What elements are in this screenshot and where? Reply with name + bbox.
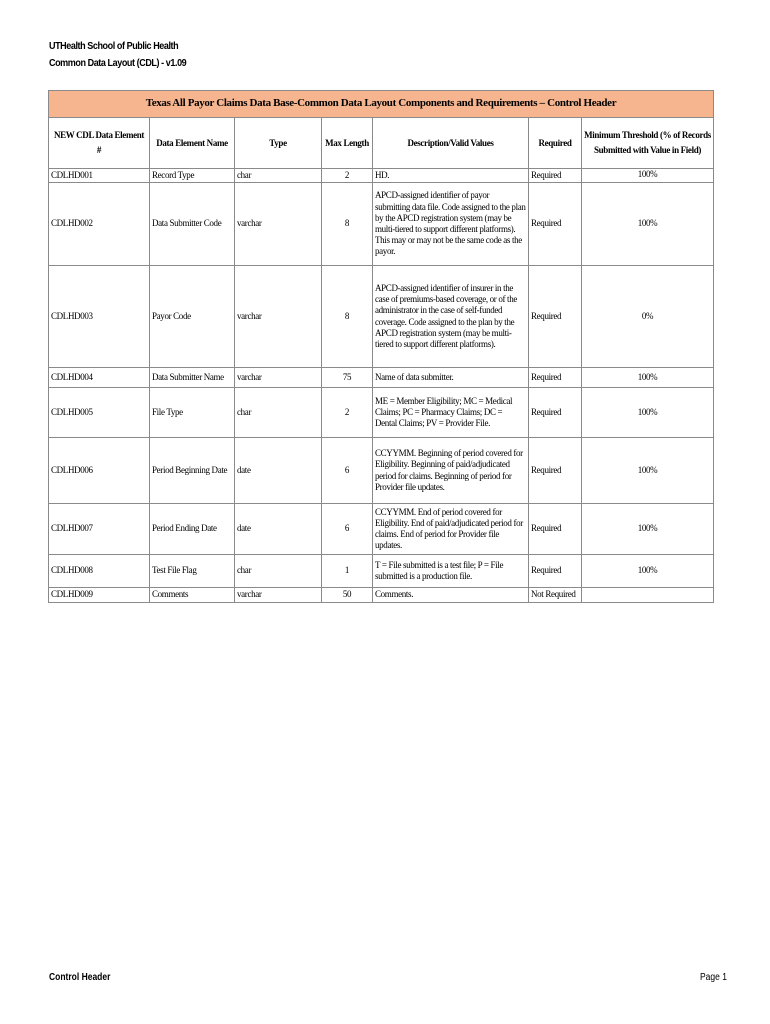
min-threshold: 100% (582, 438, 714, 504)
element-type: varchar (235, 266, 322, 368)
description: APCD-assigned identifier of payor submitting data file. Code assigned to the plan by the APCD registration system (may be multi-tiered to support different platforms). This may or may not be the same code as the payor. (373, 183, 529, 266)
element-name: Data Submitter Code (150, 183, 235, 266)
element-name: File Type (150, 388, 235, 438)
table-row (49, 183, 714, 266)
org-name: UTHealth School of Public Health (49, 40, 179, 52)
description: Comments. (373, 588, 529, 603)
table-row (49, 169, 714, 183)
description: CCYYMM. Beginning of period covered for Eligibility. Beginning of paid/adjudicated period for claims. Beginning of period for Provider file updates. (373, 438, 529, 504)
col-header-required: Required (529, 118, 582, 169)
min-threshold (582, 588, 714, 603)
table-title-row (49, 91, 714, 118)
description: HD. (373, 169, 529, 183)
max-length: 8 (322, 183, 373, 266)
min-threshold: 100% (582, 555, 714, 588)
max-length: 50 (322, 588, 373, 603)
element-id: CDLHD009 (49, 588, 150, 603)
page-number: Page 1 (700, 972, 727, 983)
element-id: CDLHD005 (49, 388, 150, 438)
table-header-row (49, 118, 714, 169)
element-name: Data Submitter Name (150, 368, 235, 388)
required-flag: Required (529, 266, 582, 368)
required-flag: Required (529, 555, 582, 588)
description: APCD-assigned identifier of insurer in the case of premiums-based coverage, or of the administrator in the case of self-funded coverage. Code assigned to the plan by the APCD registration system (may be multi-tiered to support different platforms). (373, 266, 529, 368)
max-length: 6 (322, 504, 373, 555)
element-name: Period Beginning Date (150, 438, 235, 504)
description: ME = Member Eligibility; MC = Medical Claims; PC = Pharmacy Claims; DC = Dental Claims; PV = Provider File. (373, 388, 529, 438)
col-header-description: Description/Valid Values (373, 118, 529, 169)
table-row (49, 438, 714, 504)
col-header-element-number: NEW CDL Data Element # (49, 118, 150, 169)
required-flag: Required (529, 504, 582, 555)
element-type: varchar (235, 368, 322, 388)
table-row (49, 266, 714, 368)
max-length: 75 (322, 368, 373, 388)
max-length: 8 (322, 266, 373, 368)
element-name: Record Type (150, 169, 235, 183)
table-row (49, 388, 714, 438)
element-name: Test File Flag (150, 555, 235, 588)
col-header-max-length: Max Length (322, 118, 373, 169)
description: Name of data submitter. (373, 368, 529, 388)
required-flag: Required (529, 438, 582, 504)
table-row (49, 368, 714, 388)
max-length: 1 (322, 555, 373, 588)
element-id: CDLHD002 (49, 183, 150, 266)
element-name: Period Ending Date (150, 504, 235, 555)
table-title: Texas All Payor Claims Data Base-Common Data Layout Components and Requirements – Control Header (49, 91, 714, 118)
col-header-element-name: Data Element Name (150, 118, 235, 169)
min-threshold: 100% (582, 388, 714, 438)
element-id: CDLHD006 (49, 438, 150, 504)
control-header-table (48, 90, 714, 603)
element-id: CDLHD004 (49, 368, 150, 388)
element-id: CDLHD007 (49, 504, 150, 555)
col-header-type: Type (235, 118, 322, 169)
table-row (49, 555, 714, 588)
element-type: varchar (235, 183, 322, 266)
required-flag: Required (529, 183, 582, 266)
description: CCYYMM. End of period covered for Eligibility. End of paid/adjudicated period for claims. End of period for Provider file updates. (373, 504, 529, 555)
description: T = File submitted is a test file; P = File submitted is a production file. (373, 555, 529, 588)
col-header-min-threshold: Minimum Threshold (% of Records Submitted with Value in Field) (582, 118, 714, 169)
required-flag: Not Required (529, 588, 582, 603)
element-id: CDLHD008 (49, 555, 150, 588)
max-length: 2 (322, 388, 373, 438)
element-id: CDLHD003 (49, 266, 150, 368)
element-type: date (235, 438, 322, 504)
min-threshold: 100% (582, 504, 714, 555)
element-type: char (235, 169, 322, 183)
min-threshold: 100% (582, 183, 714, 266)
document-header (49, 38, 186, 72)
layout-version: Common Data Layout (CDL) - v1.09 (49, 57, 187, 69)
element-name: Comments (150, 588, 235, 603)
max-length: 6 (322, 438, 373, 504)
min-threshold: 100% (582, 368, 714, 388)
required-flag: Required (529, 169, 582, 183)
min-threshold: 0% (582, 266, 714, 368)
element-type: date (235, 504, 322, 555)
element-type: char (235, 388, 322, 438)
element-type: varchar (235, 588, 322, 603)
table-row (49, 588, 714, 603)
max-length: 2 (322, 169, 373, 183)
table-row (49, 504, 714, 555)
required-flag: Required (529, 388, 582, 438)
sheet-name: Control Header (49, 972, 111, 983)
element-id: CDLHD001 (49, 169, 150, 183)
element-type: char (235, 555, 322, 588)
min-threshold: 100% (582, 169, 714, 183)
required-flag: Required (529, 368, 582, 388)
element-name: Payor Code (150, 266, 235, 368)
